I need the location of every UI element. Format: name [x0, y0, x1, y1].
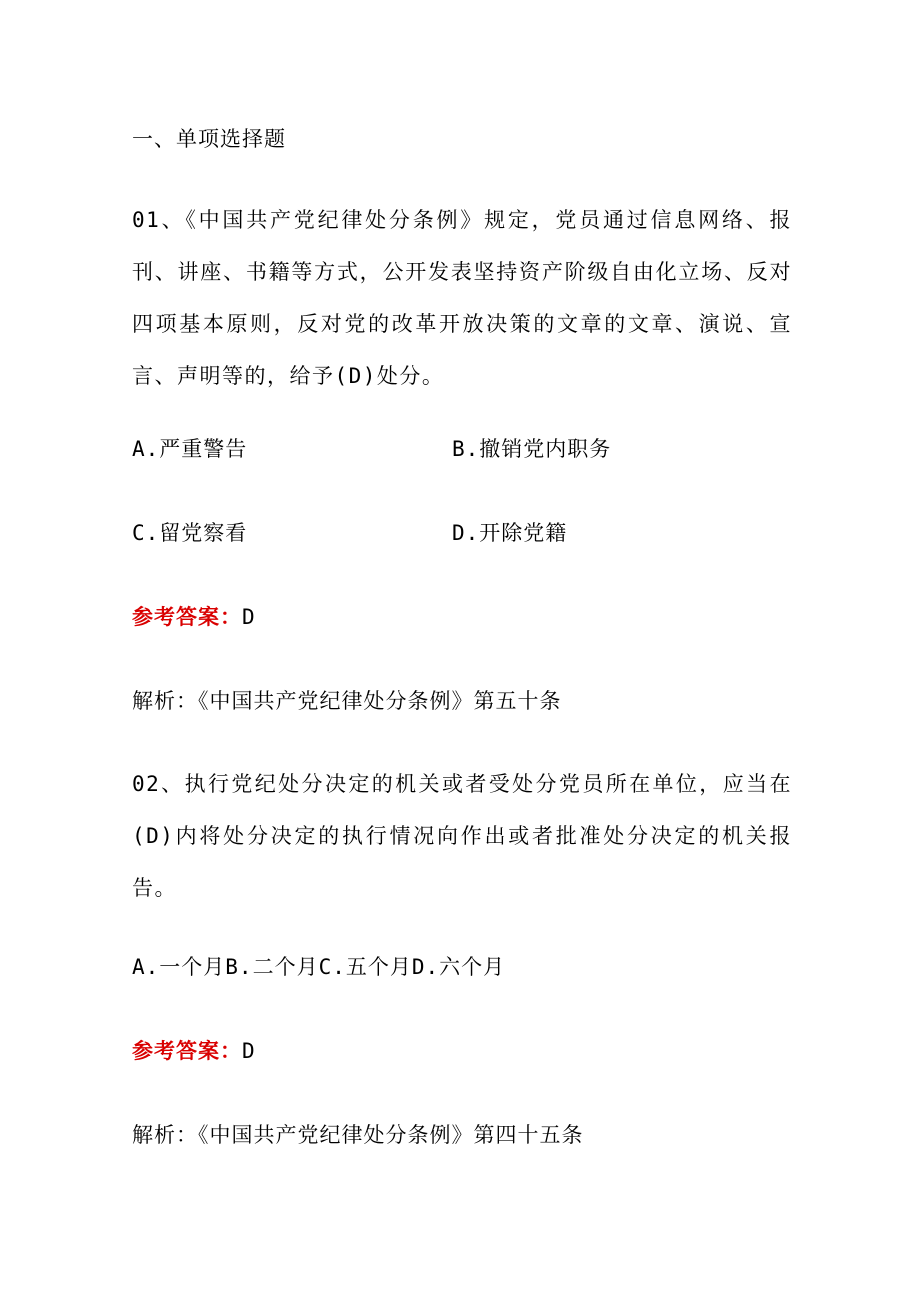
section-title: 一、单项选择题 [132, 127, 286, 151]
question-01-answer [132, 602, 256, 632]
question-01-option-d: D.开除党籍 [452, 521, 568, 545]
question-01-option-b: B.撤销党内职务 [452, 437, 612, 461]
question-01-option-c: C.留党察看 [132, 521, 248, 545]
question-02-answer [132, 1036, 256, 1066]
question-01-analysis: 解析：《中国共产党纪律处分条例》第五十条 [132, 689, 562, 713]
question-02-analysis: 解析：《中国共产党纪律处分条例》第四十五条 [132, 1123, 584, 1147]
answer-label: 参考答案： [132, 605, 242, 629]
answer-label: 参考答案： [132, 1039, 242, 1063]
answer-value: D [242, 1039, 256, 1063]
question-01-stem: 01、《中国共产党纪律处分条例》规定，党员通过信息网络、报刊、讲座、书籍等方式，公开发表坚持资产阶级自由化立场、反对四项基本原则，反对党的改革开放决策的文章的文章、演说、宣言、声明等的，给予(D)处分。 [132, 208, 792, 388]
answer-value: D [242, 605, 256, 629]
question-01-option-a: A.严重警告 [132, 437, 248, 461]
question-02-stem: 02、执行党纪处分决定的机关或者受处分党员所在单位，应当在(D)内将处分决定的执行情况向作出或者批准处分决定的机关报告。 [132, 772, 792, 900]
question-02-options: A.一个月B.二个月C.五个月D.六个月 [132, 955, 506, 979]
